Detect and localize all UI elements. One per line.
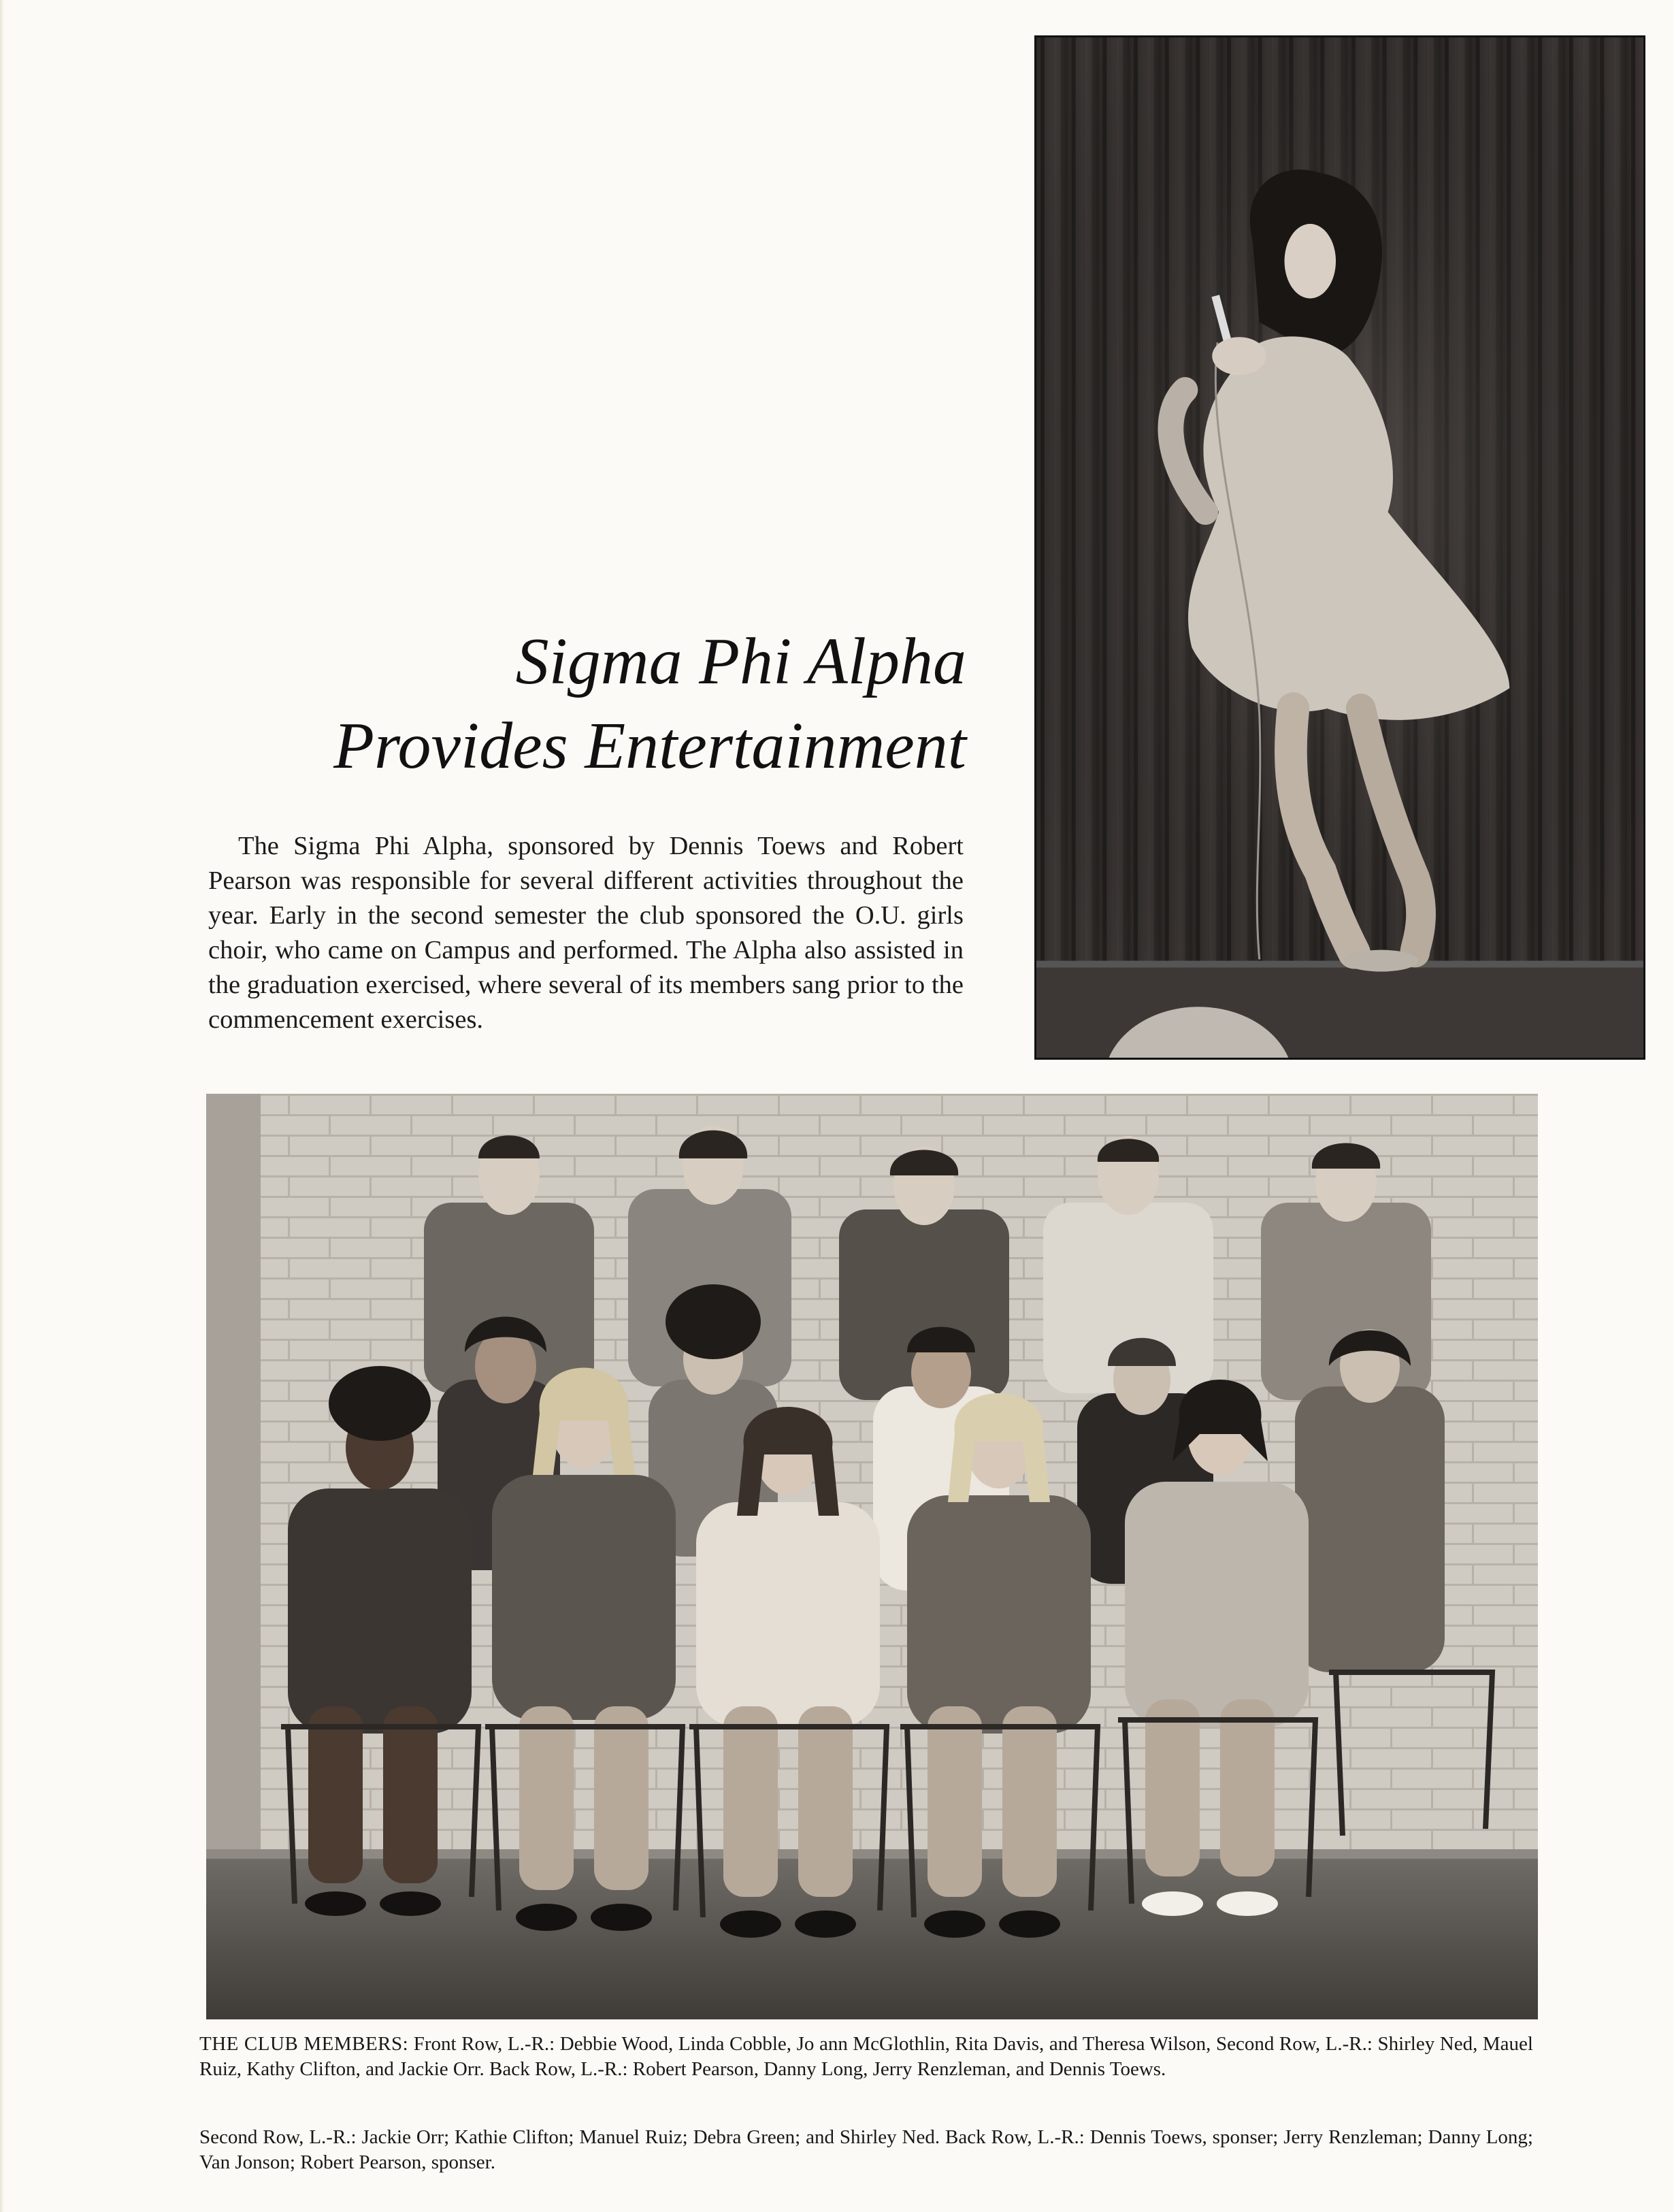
- article-title: [204, 619, 966, 788]
- caption-names: Front Row, L.-R.: Debbie Wood, Linda Cobble, Jo ann McGlothlin, Rita Davis, and Theresa Wilson, Second Row, L.-R.: Shirley Ned, Mauel Ruiz, Kathy Clifton, and Jackie Orr. Back Row, L.-R.: Robert Pearson, Danny Long, Jerry Renzleman, and Dennis Toews.: [199, 2033, 1533, 2080]
- title-line-1: Sigma Phi Alpha: [515, 625, 966, 698]
- title-line-2: Provides Entertainment: [333, 709, 966, 783]
- group-photo-graphic: [206, 1094, 1538, 2019]
- article-body: The Sigma Phi Alpha, sponsored by Dennis Toews and Robert Pearson was responsible for several different activities throughout the year. Early in the second semester the club sponsored the O.U. girls choir, who came on Campus and performed. The Alpha also assisted in the graduation exercised, where several of its members sang prior to the commencement exercises.: [208, 832, 964, 1034]
- caption-lead: THE CLUB MEMBERS:: [199, 2033, 409, 2055]
- group-photo-caption: [199, 2032, 1533, 2082]
- club-members-group-photo: [206, 1094, 1538, 2019]
- singer-on-stage-photo: [1034, 35, 1645, 1060]
- page-edge-shadow: [0, 0, 4, 2212]
- secondary-caption: Second Row, L.-R.: Jackie Orr; Kathie Clifton; Manuel Ruiz; Debra Green; and Shirley Ned. Back Row, L.-R.: Dennis Toews, sponser; Jerry Renzleman; Danny Long; Van Jonson; Robert Pearson, sponser.: [199, 2126, 1533, 2173]
- singer-photo-graphic: [1036, 37, 1643, 1058]
